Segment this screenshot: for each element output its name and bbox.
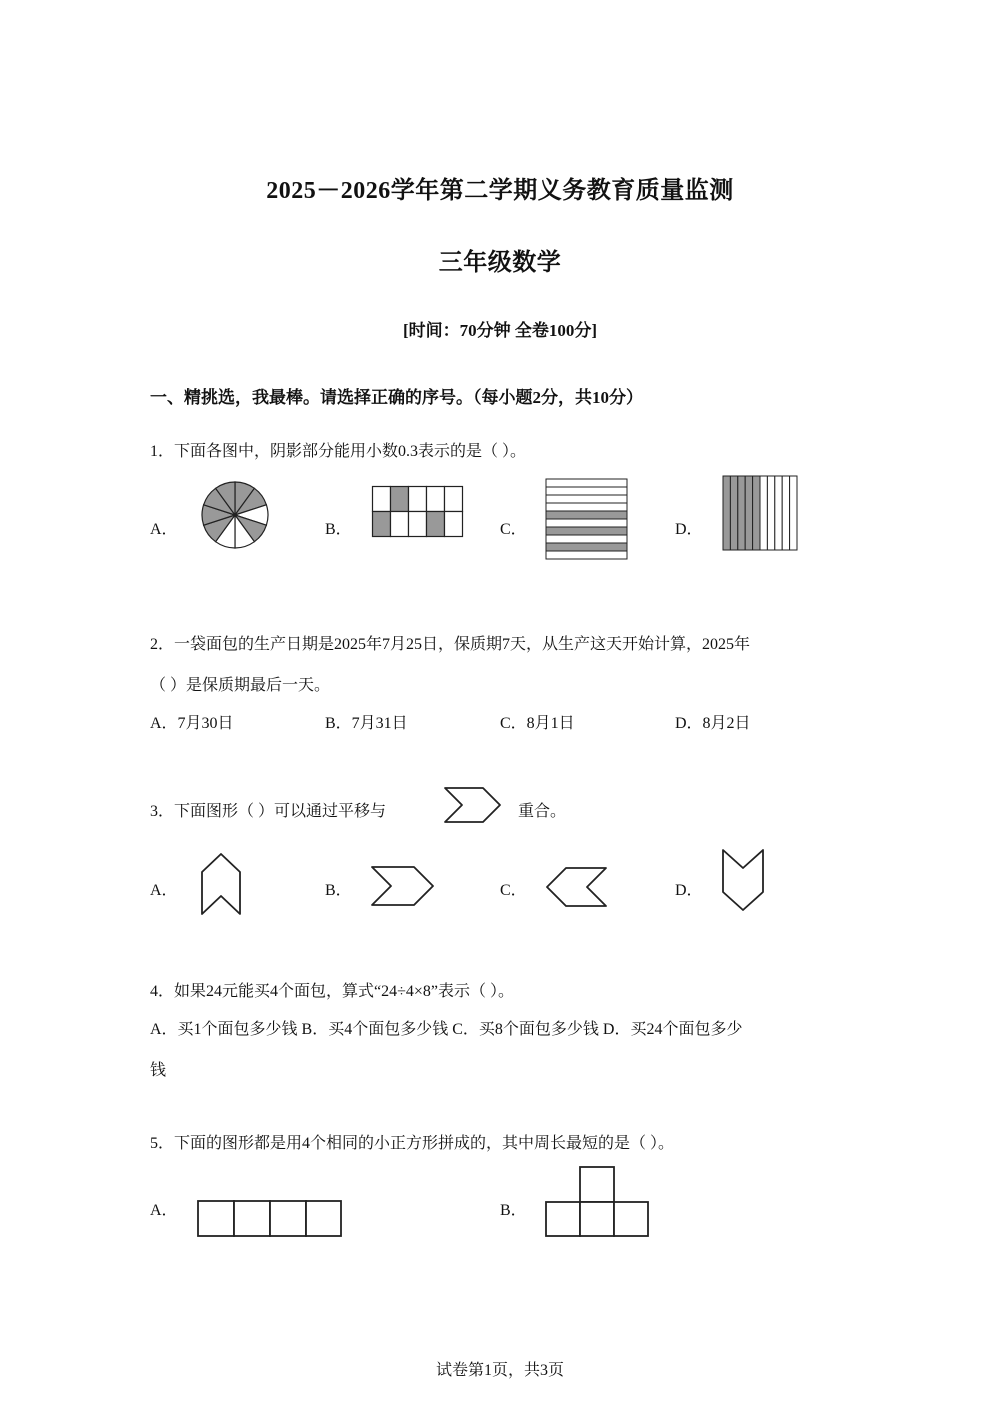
q3-reference-chevron [443,786,503,824]
q3-option-b-label: B． [325,882,352,899]
q5-option-a-label: A． [150,1202,178,1219]
q2-option-c: C．8月1日 [500,715,575,732]
q4-options-line2: 钱 [150,1062,167,1079]
q2-option-a: A．7月30日 [150,715,234,732]
q5-option-b-label: B． [500,1202,527,1219]
q1-option-c-label: C． [500,521,527,538]
q3-figure-b-right-chevron [370,865,436,907]
question-2-stem-line1: 2．一袋面包的生产日期是2025年7月25日，保质期7天，从生产这天开始计算，2025年 [150,636,751,653]
q2-option-d: D．8月2日 [675,715,751,732]
exam-title: 2025－2026学年第二学期义务教育质量监测 [266,178,734,204]
question-2-stem-line2: （ ）是保质期最后一天。 [150,677,331,694]
q3-figure-d-down-chevron [721,848,767,914]
q1-figure-d-strips [722,475,798,553]
q1-option-b-label: B． [325,521,352,538]
q1-option-d-label: D． [675,521,703,538]
question-5-stem: 5．下面的图形都是用4个相同的小正方形拼成的，其中周长最短的是（ ）。 [150,1135,675,1152]
q1-option-a-label: A． [150,521,178,538]
q1-figure-b-grid [372,486,464,538]
q3-figure-a-up-chevron [200,852,244,916]
section-heading: 一、精挑选，我最棒。请选择正确的序号。（每小题2分，共10分） [150,388,643,407]
page-footer: 试卷第1页，共3页 [435,1362,564,1379]
question-1-stem: 1．下面各图中，阴影部分能用小数0.3表示的是（ ）。 [150,443,527,460]
question-4-stem: 4．如果24元能买4个面包，算式“24÷4×8”表示（ ）。 [150,983,515,1000]
q4-options-line1: A．买1个面包多少钱 B．买4个面包多少钱 C．买8个面包多少钱 D．买24个面包多少 [150,1021,743,1038]
q2-option-b: B．7月31日 [325,715,408,732]
q3-option-a-label: A． [150,882,178,899]
exam-info: [时间：70分钟 全卷100分] [402,321,598,340]
subject-title: 三年级数学 [438,250,562,276]
question-3-stem-after: 重合。 [518,803,567,820]
q5-figure-a-row-squares [197,1200,343,1238]
q5-figure-b-t-squares [545,1166,651,1238]
q3-option-d-label: D． [675,882,703,899]
q1-figure-c-strips [545,478,629,562]
q3-figure-c-left-chevron [545,866,609,910]
question-3-stem-before: 3．下面图形（ ）可以通过平移与 [150,803,387,820]
q3-option-c-label: C． [500,882,527,899]
q1-figure-a-circle [200,480,270,550]
